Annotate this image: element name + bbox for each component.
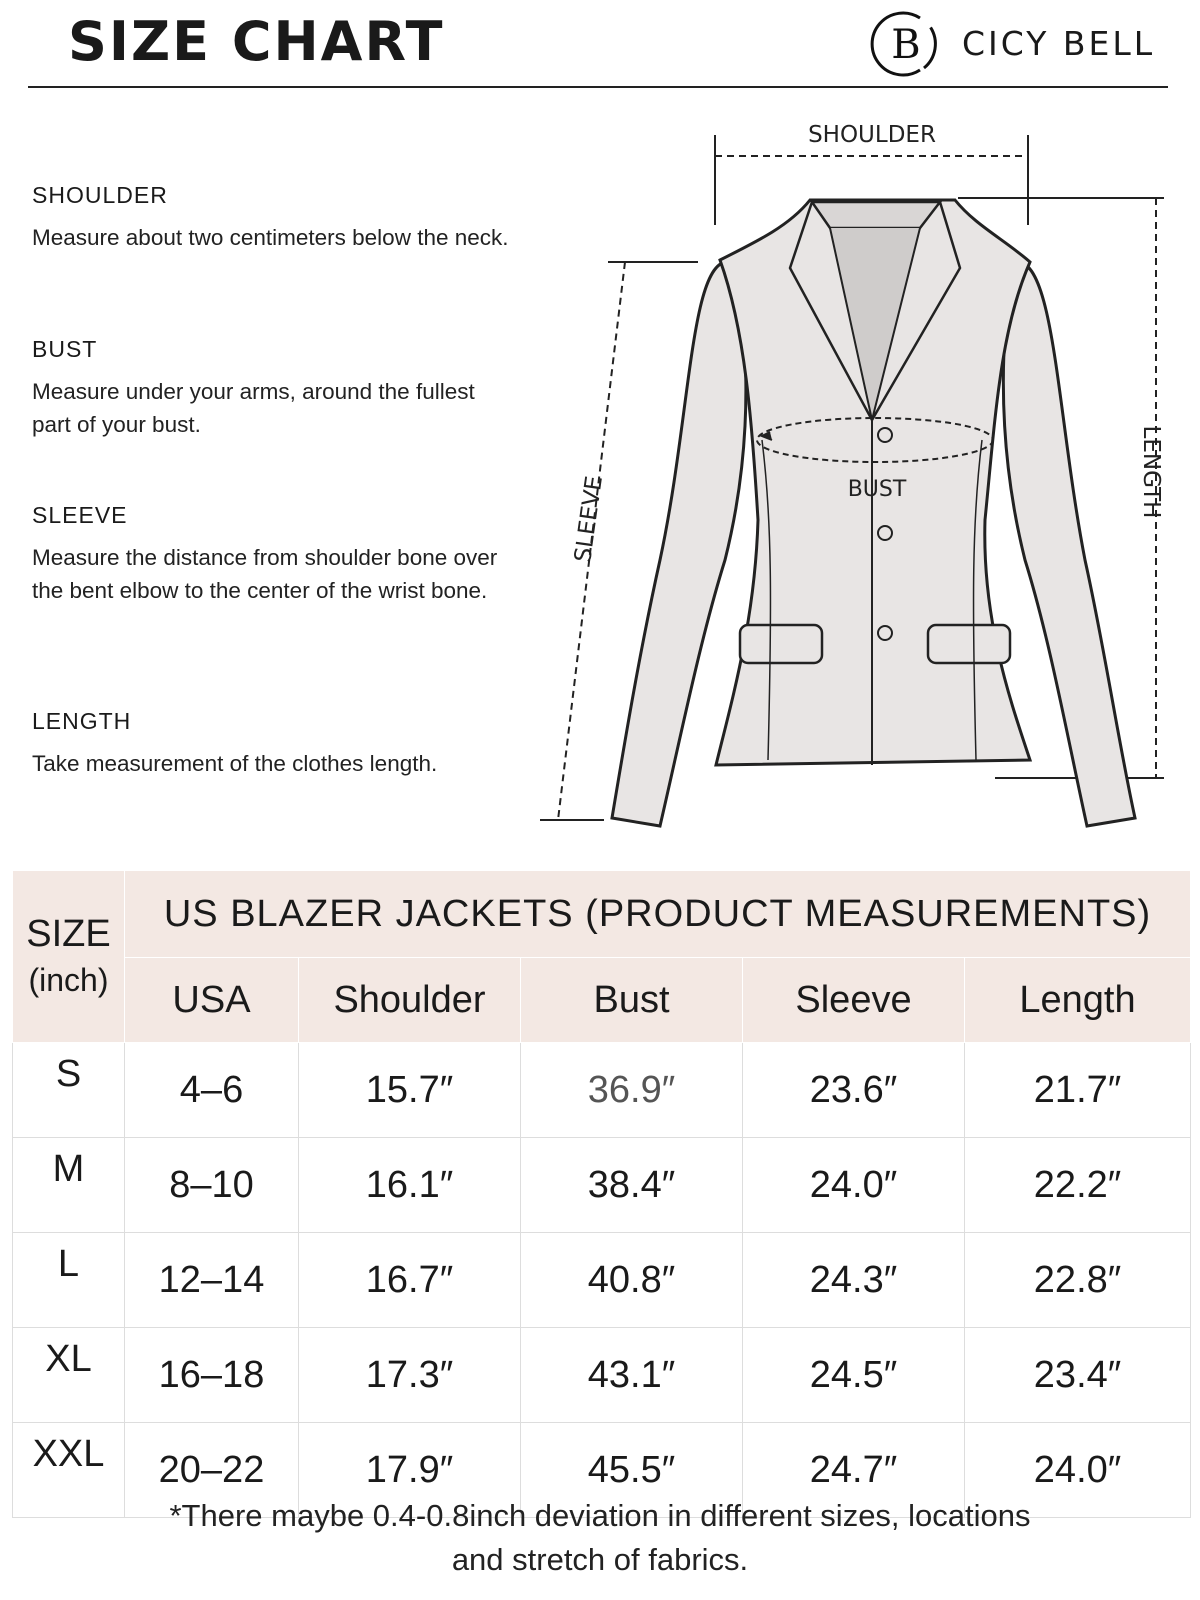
col-bust: Bust bbox=[521, 958, 743, 1043]
bust-label: BUST bbox=[847, 477, 907, 502]
guide-shoulder-text: Measure about two centimeters below the neck. bbox=[32, 225, 509, 250]
guide-shoulder-title: SHOULDER bbox=[32, 182, 168, 208]
cell-shoulder: 17.3″ bbox=[299, 1328, 521, 1423]
cell-usa: 12–14 bbox=[125, 1233, 299, 1328]
table-row bbox=[13, 1138, 1191, 1233]
cell-sleeve: 23.6″ bbox=[743, 1043, 965, 1138]
size-header bbox=[13, 871, 125, 1043]
cell-length: 21.7″ bbox=[965, 1043, 1191, 1138]
guide-length bbox=[32, 708, 512, 780]
cell-sleeve: 24.5″ bbox=[743, 1328, 965, 1423]
cell-length: 24.0″ bbox=[965, 1423, 1191, 1518]
cell-bust: 40.8″ bbox=[521, 1233, 743, 1328]
col-length: Length bbox=[965, 958, 1191, 1043]
guide-bust bbox=[32, 336, 512, 441]
sleeve-label: SLEEVE bbox=[570, 474, 608, 564]
footnote-line-1: *There maybe 0.4-0.8inch deviation in different sizes, locations bbox=[169, 1498, 1031, 1533]
guide-sleeve-title: SLEEVE bbox=[32, 502, 128, 528]
guide-sleeve-text: Measure the distance from shoulder bone over the bent elbow to the center of the wrist bone. bbox=[32, 545, 498, 603]
cell-bust: 45.5″ bbox=[521, 1423, 743, 1518]
shoulder-label: SHOULDER bbox=[808, 122, 936, 148]
cell-shoulder: 16.7″ bbox=[299, 1233, 521, 1328]
cell-usa: 20–22 bbox=[125, 1423, 299, 1518]
col-shoulder: Shoulder bbox=[299, 958, 521, 1043]
table-group-title: US BLAZER JACKETS (PRODUCT MEASUREMENTS) bbox=[125, 871, 1191, 958]
guide-length-text: Take measurement of the clothes length. bbox=[32, 751, 438, 776]
footnote-line-2: and stretch of fabrics. bbox=[451, 1542, 749, 1577]
logo-glyph: B bbox=[891, 22, 921, 68]
col-usa: USA bbox=[125, 958, 299, 1043]
cell-sleeve: 24.3″ bbox=[743, 1233, 965, 1328]
cell-length: 23.4″ bbox=[965, 1328, 1191, 1423]
unit-label: (inch) bbox=[28, 961, 109, 998]
page-header bbox=[28, 0, 1168, 88]
size-label: SIZE bbox=[26, 912, 111, 955]
cell-length: 22.2″ bbox=[965, 1138, 1191, 1233]
guide-shoulder bbox=[32, 182, 512, 254]
guide-sleeve bbox=[32, 502, 512, 607]
cell-length: 22.8″ bbox=[965, 1233, 1191, 1328]
cell-size: S bbox=[13, 1043, 125, 1138]
size-table bbox=[12, 870, 1191, 1518]
cell-size: XXL bbox=[13, 1423, 125, 1518]
cell-size: L bbox=[13, 1233, 125, 1328]
footnote bbox=[0, 1494, 1200, 1582]
cell-bust: 43.1″ bbox=[521, 1328, 743, 1423]
cell-bust: 36.9″ bbox=[521, 1043, 743, 1138]
cell-size: M bbox=[13, 1138, 125, 1233]
cell-sleeve: 24.7″ bbox=[743, 1423, 965, 1518]
table-row bbox=[13, 1043, 1191, 1138]
cell-usa: 16–18 bbox=[125, 1328, 299, 1423]
cell-size: XL bbox=[13, 1328, 125, 1423]
cell-usa: 8–10 bbox=[125, 1138, 299, 1233]
cell-shoulder: 16.1″ bbox=[299, 1138, 521, 1233]
guide-bust-title: BUST bbox=[32, 336, 98, 362]
table-row bbox=[13, 1328, 1191, 1423]
brand-name: CICY BELL bbox=[962, 24, 1156, 63]
brand-logo-icon bbox=[864, 8, 948, 80]
col-sleeve: Sleeve bbox=[743, 958, 965, 1043]
cell-bust: 38.4″ bbox=[521, 1138, 743, 1233]
guide-bust-text: Measure under your arms, around the fullest part of your bust. bbox=[32, 379, 475, 437]
cell-shoulder: 17.9″ bbox=[299, 1423, 521, 1518]
length-label: LENGTH bbox=[1138, 425, 1164, 519]
guide-length-title: LENGTH bbox=[32, 708, 132, 734]
cell-shoulder: 15.7″ bbox=[299, 1043, 521, 1138]
cell-usa: 4–6 bbox=[125, 1043, 299, 1138]
page-title: SIZE CHART bbox=[68, 10, 445, 73]
cell-sleeve: 24.0″ bbox=[743, 1138, 965, 1233]
blazer-diagram bbox=[520, 110, 1180, 840]
table-row bbox=[13, 1233, 1191, 1328]
